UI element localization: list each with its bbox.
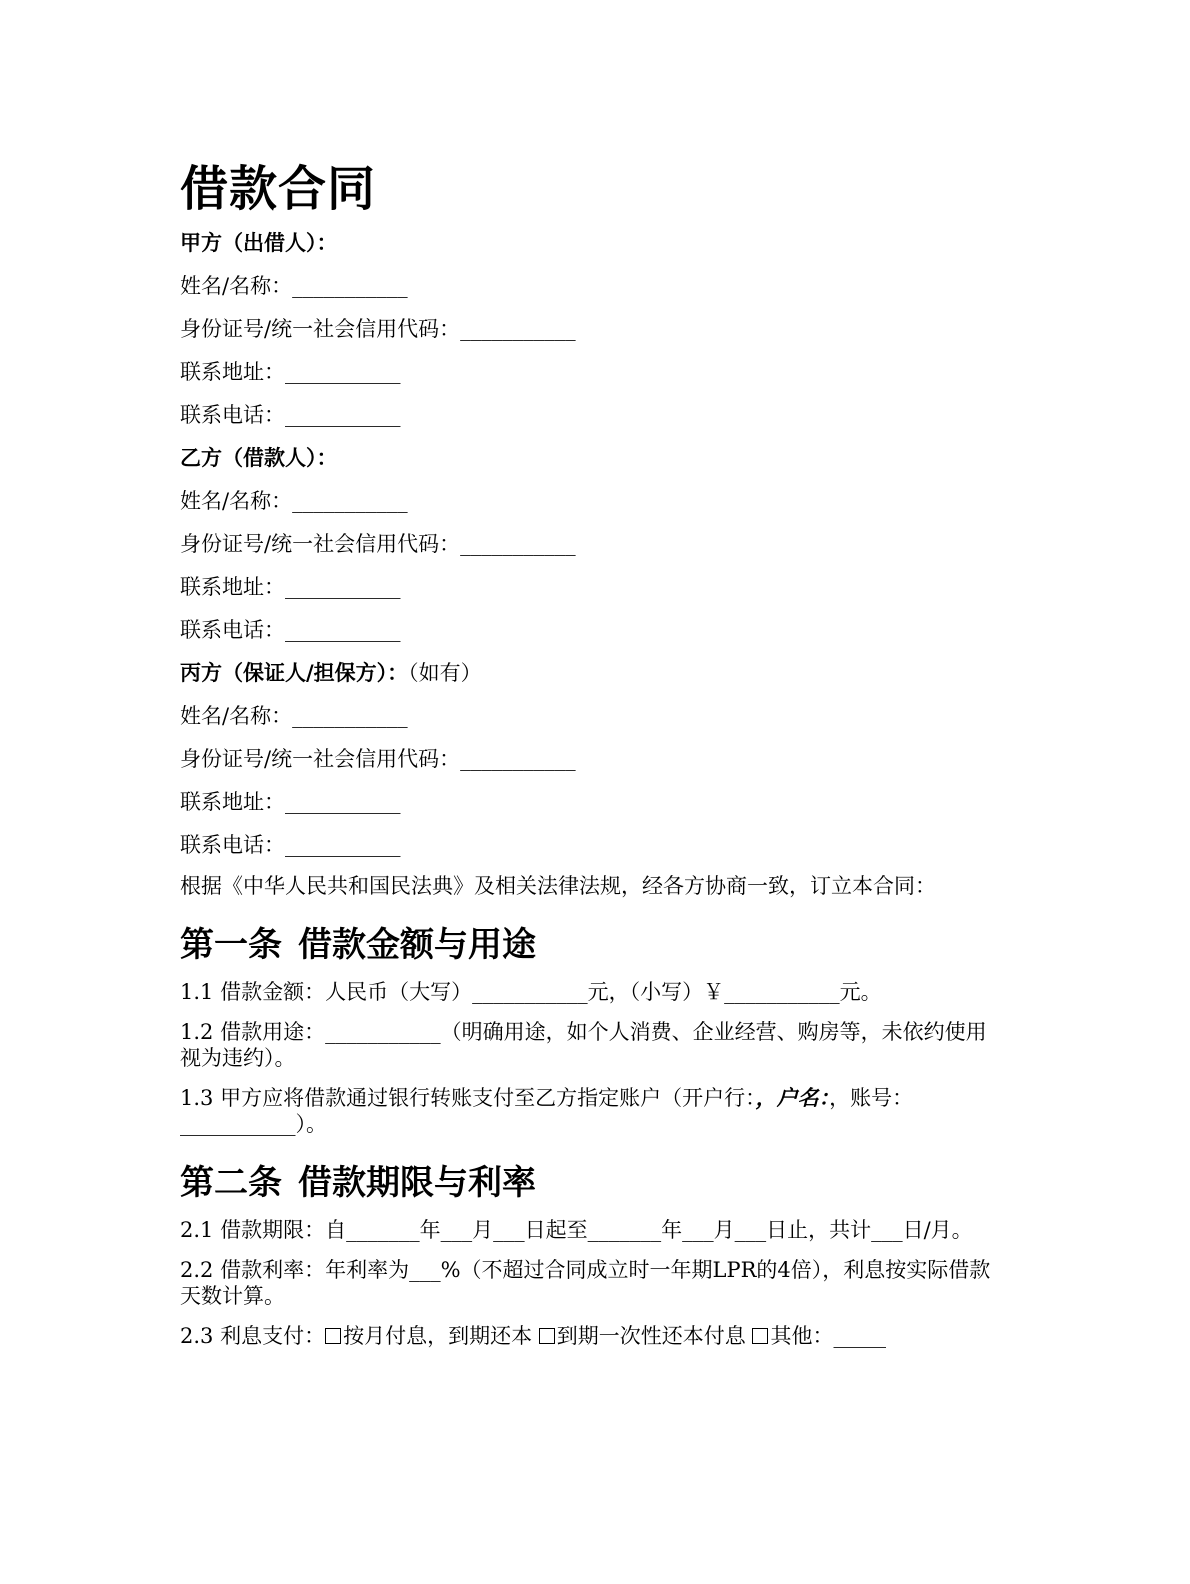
clause-2-3-label: 2.3 利息支付： — [180, 1324, 326, 1348]
clause-1-3 — [180, 1085, 1000, 1137]
contract-page — [180, 158, 1000, 1363]
party-c-id: 身份证号/统一社会信用代码：___________ — [180, 747, 576, 771]
option-monthly-interest: 按月付息，到期还本 — [343, 1324, 539, 1348]
article-2-number: 第二条 — [180, 1163, 282, 1203]
party-a-heading: 甲方（出借人）： — [180, 231, 338, 255]
clause-1-1: 1.1 借款金额：人民币（大写）___________元，（小写）￥___________元。 — [180, 980, 882, 1004]
party-c-address: 联系地址：___________ — [180, 790, 401, 814]
party-c-heading: 丙方（保证人/担保方）： — [180, 661, 409, 685]
party-a-name: 姓名/名称：___________ — [180, 274, 408, 298]
party-c-phone: 联系电话：___________ — [180, 833, 401, 857]
preamble: 根据《中华人民共和国民法典》及相关法律法规，经各方协商一致，订立本合同： — [180, 874, 936, 898]
party-c-heading-line — [180, 658, 1000, 688]
article-2-title: 借款期限与利率 — [298, 1163, 536, 1203]
clause-1-3-account-no: ，账号：___________）。 — [180, 1086, 914, 1136]
document-title: 借款合同 — [180, 161, 377, 217]
party-b-heading: 乙方（借款人）： — [180, 446, 338, 470]
checkbox-monthly-interest[interactable] — [325, 1328, 341, 1344]
party-b-address: 联系地址：___________ — [180, 575, 401, 599]
clause-2-1: 2.1 借款期限：自_______年___月___日起至_______年___月___日止，共计___日/月。 — [180, 1218, 973, 1242]
party-a-id: 身份证号/统一社会信用代码：___________ — [180, 317, 576, 341]
clause-1-3-account-name: ，户名： — [755, 1085, 830, 1110]
checkbox-lump-sum[interactable] — [539, 1328, 555, 1344]
option-lump-sum: 到期一次性还本付息 — [556, 1324, 753, 1348]
party-c-note: （如有） — [408, 661, 482, 685]
party-b-name: 姓名/名称：___________ — [180, 489, 408, 513]
article-1-heading — [180, 921, 1000, 969]
clause-2-2: 2.2 借款利率：年利率为___%（不超过合同成立时一年期LPR的4倍），利息按实际借款天数计算。 — [180, 1258, 991, 1308]
article-1-number: 第一条 — [180, 925, 282, 965]
clause-1-3-text: 1.3 甲方应将借款通过银行转账支付至乙方指定账户（开户行： — [180, 1086, 756, 1110]
article-1-title: 借款金额与用途 — [298, 925, 536, 965]
option-other: 其他：_____ — [770, 1324, 886, 1348]
party-b-id: 身份证号/统一社会信用代码：___________ — [180, 532, 576, 556]
party-c-name: 姓名/名称：___________ — [180, 704, 408, 728]
article-2-heading — [180, 1159, 1000, 1207]
checkbox-other[interactable] — [752, 1328, 768, 1344]
party-b-phone: 联系电话：___________ — [180, 618, 401, 642]
party-a-phone: 联系电话：___________ — [180, 403, 401, 427]
clause-1-2: 1.2 借款用途：___________（明确用途，如个人消费、企业经营、购房等，未依约使用视为违约）。 — [180, 1020, 987, 1070]
party-a-address: 联系地址：___________ — [180, 360, 401, 384]
clause-2-3 — [180, 1323, 1000, 1349]
